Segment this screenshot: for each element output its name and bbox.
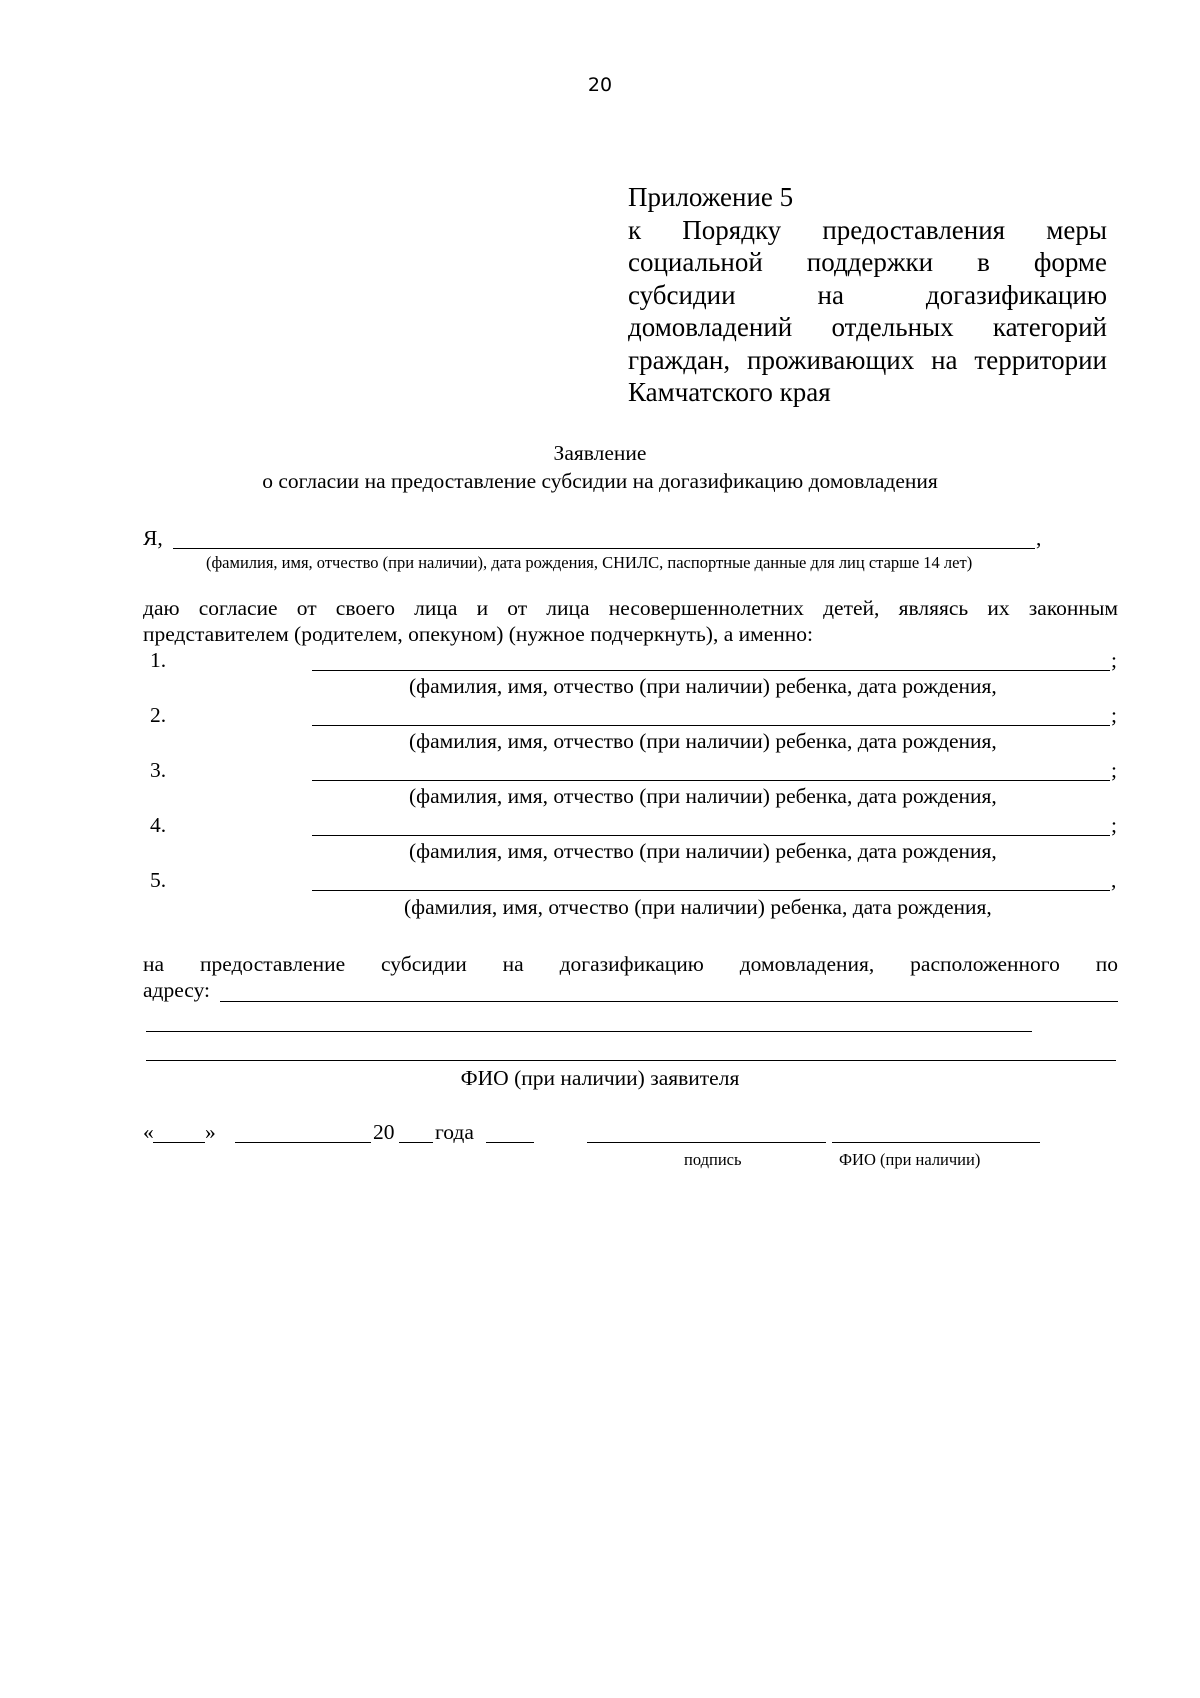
address-line: на предоставление субсидии на догазификацию домовладения, расположенного по xyxy=(143,952,1118,976)
date-year-prefix: 20 xyxy=(373,1120,395,1144)
child-hint: (фамилия, имя, отчество (при наличии) ребенка, дата рождения, xyxy=(409,674,997,698)
child-hint: (фамилия, имя, отчество (при наличии) ребенка, дата рождения, xyxy=(409,784,997,808)
child-hint: (фамилия, имя, отчество (при наличии) ребенка, дата рождения, xyxy=(404,895,992,919)
address-field-continued[interactable] xyxy=(146,1031,1032,1032)
applicant-name-label: ФИО (при наличии) заявителя xyxy=(460,1066,740,1090)
date-month-field[interactable] xyxy=(235,1142,371,1143)
child-number: 5. xyxy=(150,868,167,892)
document-title: Заявление xyxy=(553,441,647,465)
appendix-block xyxy=(628,181,1107,409)
consent-line: представителем (родителем, опекуном) (нужное подчеркнуть), а именно: xyxy=(143,622,813,646)
document-subtitle: о согласии на предоставление субсидии на догазификацию домовладения xyxy=(262,469,938,493)
appendix-line: Приложение 5 xyxy=(628,182,794,212)
child-end-mark: ; xyxy=(1111,648,1117,672)
child-number: 1. xyxy=(150,648,167,672)
child-number: 2. xyxy=(150,703,167,727)
address-field[interactable] xyxy=(220,1001,1118,1002)
consent-line: даю согласие от своего лица и от лица несовершеннолетних детей, являясь их законным xyxy=(143,596,1118,620)
child-end-mark: ; xyxy=(1111,813,1117,837)
date-close-quote: » xyxy=(205,1120,216,1144)
appendix-line: граждан, проживающих на территории xyxy=(628,344,1107,375)
address-label: адресу: xyxy=(143,978,211,1002)
child-number: 4. xyxy=(150,813,167,837)
child-number: 3. xyxy=(150,758,167,782)
child-field[interactable] xyxy=(312,670,1110,671)
child-end-mark: ; xyxy=(1111,703,1117,727)
applicant-name-field[interactable] xyxy=(146,1060,1116,1061)
child-field[interactable] xyxy=(312,725,1110,726)
fio-label: ФИО (при наличии) xyxy=(839,1150,981,1169)
signature-label: подпись xyxy=(684,1150,742,1169)
child-end-mark: ; xyxy=(1111,758,1117,782)
applicant-suffix: , xyxy=(1036,526,1042,550)
appendix-line: социальной поддержки в форме xyxy=(628,247,1107,277)
child-hint: (фамилия, имя, отчество (при наличии) ребенка, дата рождения, xyxy=(409,729,997,753)
page-number: 20 xyxy=(587,74,613,96)
child-field[interactable] xyxy=(312,780,1110,781)
appendix-line: субсидии на догазификацию xyxy=(628,279,1107,310)
applicant-field[interactable] xyxy=(173,548,1035,549)
date-day-field[interactable] xyxy=(153,1142,205,1143)
applicant-hint: (фамилия, имя, отчество (при наличии), дата рождения, СНИЛС, паспортные данные для лиц старше 14 лет) xyxy=(206,553,973,572)
child-field[interactable] xyxy=(312,835,1110,836)
appendix-line: Камчатского края xyxy=(628,377,831,407)
appendix-line: к Порядку предоставления меры xyxy=(628,214,1107,245)
date-year-word: года xyxy=(435,1120,474,1144)
applicant-prefix: Я, xyxy=(143,526,163,550)
fio-field[interactable] xyxy=(832,1142,1040,1143)
signature-field[interactable] xyxy=(587,1142,826,1143)
child-end-mark: , xyxy=(1111,868,1117,892)
child-field[interactable] xyxy=(312,890,1110,891)
date-extra-field[interactable] xyxy=(486,1142,534,1143)
date-year-field[interactable] xyxy=(399,1142,433,1143)
appendix-line: домовладений отдельных категорий xyxy=(628,312,1107,342)
date-open-quote: « xyxy=(143,1120,154,1144)
child-hint: (фамилия, имя, отчество (при наличии) ребенка, дата рождения, xyxy=(409,839,997,863)
